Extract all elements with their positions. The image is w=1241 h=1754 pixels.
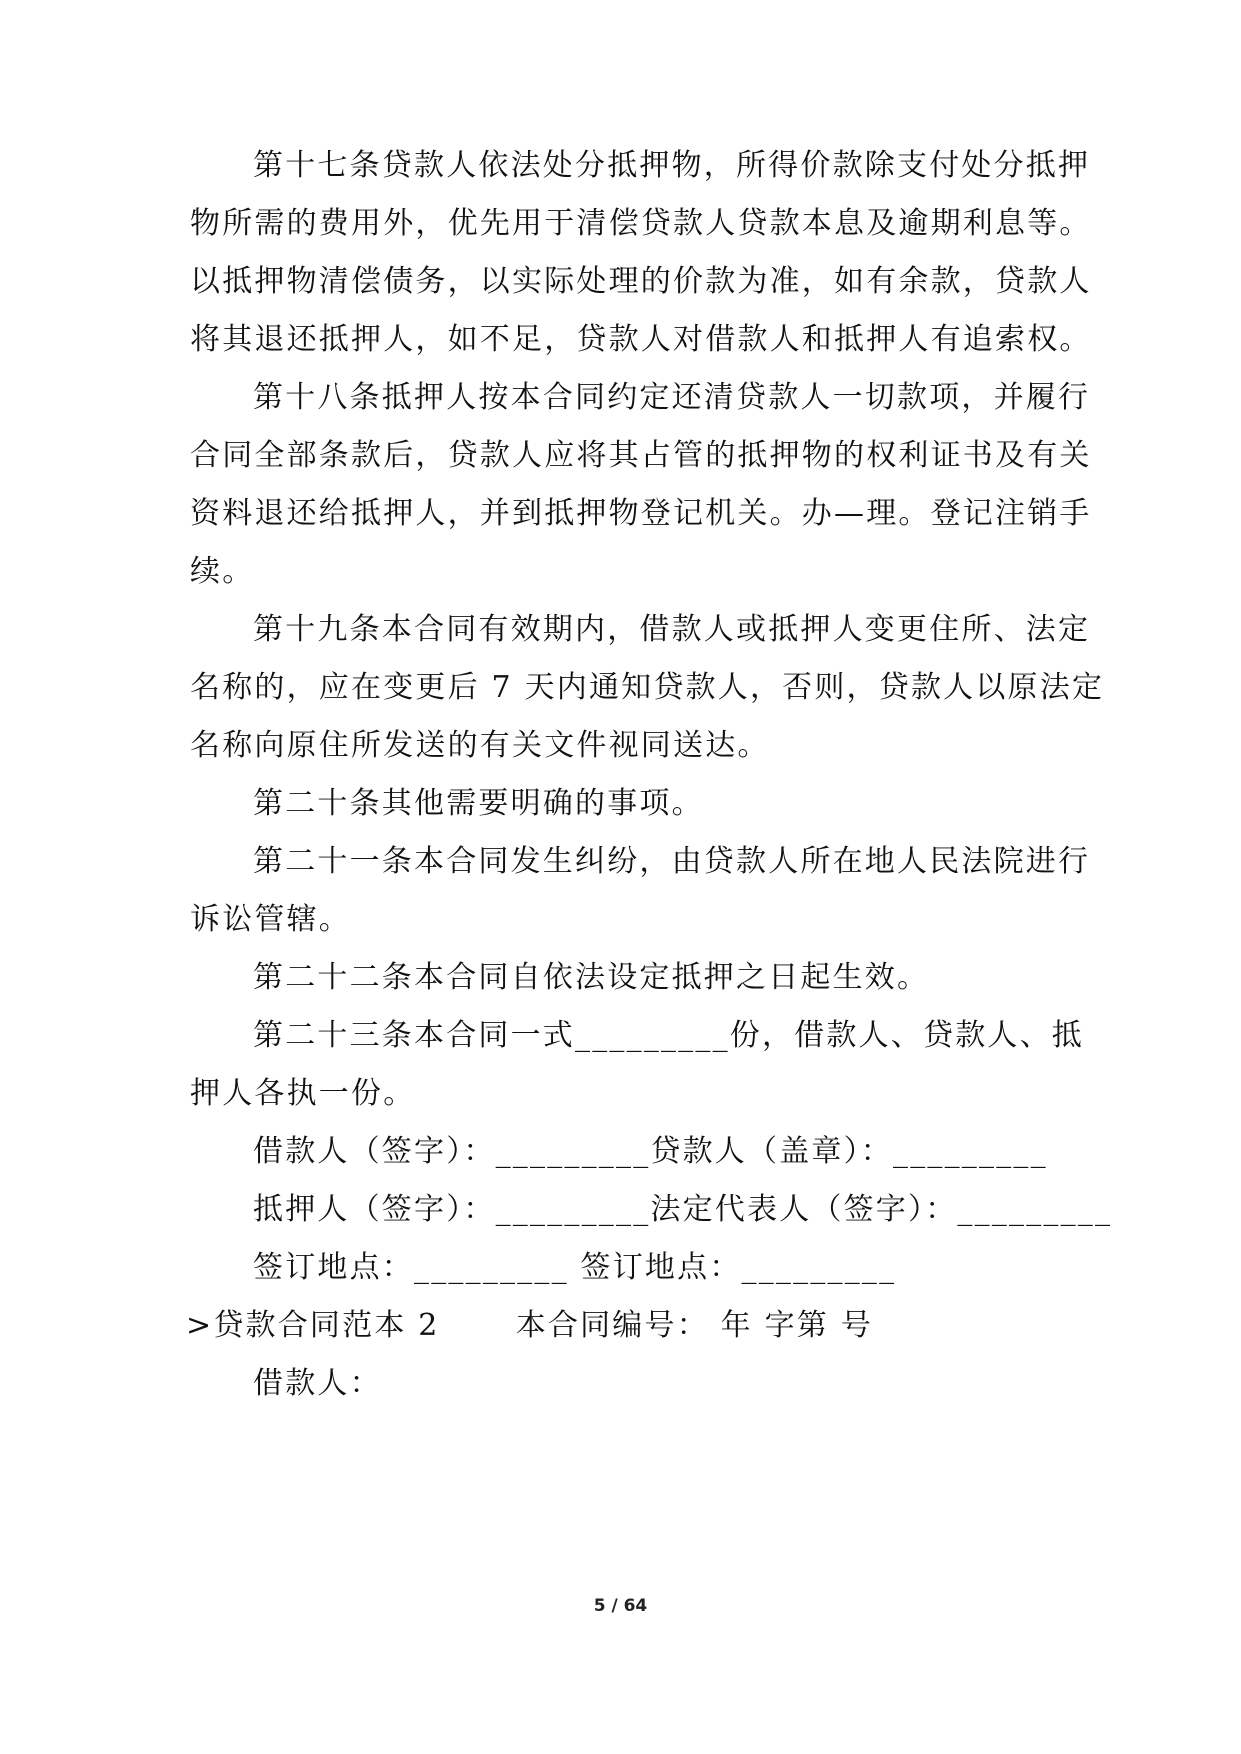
- paragraph-18-line-4: 续。: [190, 554, 255, 589]
- template-2-heading: >贷款合同范本 2 本合同编号： 年 字第 号: [186, 1308, 873, 1343]
- paragraph-17-line-1: 第十七条贷款人依法处分抵押物，所得价款除支付处分抵押: [253, 148, 1091, 183]
- paragraph-21-line-1: 第二十一条本合同发生纠纷，由贷款人所在地人民法院进行: [253, 844, 1091, 879]
- signature-borrower-lender: 借款人（签字）：_________贷款人（盖章）：_________: [253, 1134, 1048, 1169]
- paragraph-19-line-1: 第十九条本合同有效期内，借款人或抵押人变更住所、法定: [253, 612, 1091, 647]
- paragraph-18-line-1: 第十八条抵押人按本合同约定还清贷款人一切款项，并履行: [253, 380, 1091, 415]
- page-number: 5 / 64: [593, 1596, 648, 1616]
- paragraph-19-line-2: 名称的，应在变更后 7 天内通知贷款人，否则，贷款人以原法定: [190, 670, 1105, 705]
- paragraph-23-line-2: 押人各执一份。: [190, 1076, 416, 1111]
- borrower-label: 借款人：: [253, 1366, 382, 1401]
- paragraph-18-line-2: 合同全部条款后，贷款人应将其占管的抵押物的权利证书及有关: [190, 438, 1092, 473]
- paragraph-22: 第二十二条本合同自依法设定抵押之日起生效。: [253, 960, 930, 995]
- paragraph-17-line-3: 以抵押物清偿债务，以实际处理的价款为准，如有余款，贷款人: [190, 264, 1092, 299]
- paragraph-23-line-1: 第二十三条本合同一式_________份，借款人、贷款人、抵: [253, 1018, 1084, 1053]
- paragraph-18-line-3: 资料退还给抵押人，并到抵押物登记机关。办—理。登记注销手: [190, 496, 1092, 531]
- paragraph-21-line-2: 诉讼管辖。: [190, 902, 351, 937]
- paragraph-17-line-4: 将其退还抵押人，如不足，贷款人对借款人和抵押人有追索权。: [190, 322, 1092, 357]
- paragraph-19-line-3: 名称向原住所发送的有关文件视同送达。: [190, 728, 770, 763]
- paragraph-20: 第二十条其他需要明确的事项。: [253, 786, 704, 821]
- signing-locations: 签订地点：_________ 签订地点：_________: [253, 1250, 897, 1285]
- signature-mortgagor-representative: 抵押人（签字）：_________法定代表人（签字）：_________: [253, 1192, 1113, 1227]
- paragraph-17-line-2: 物所需的费用外，优先用于清偿贷款人贷款本息及逾期利息等。: [190, 206, 1092, 241]
